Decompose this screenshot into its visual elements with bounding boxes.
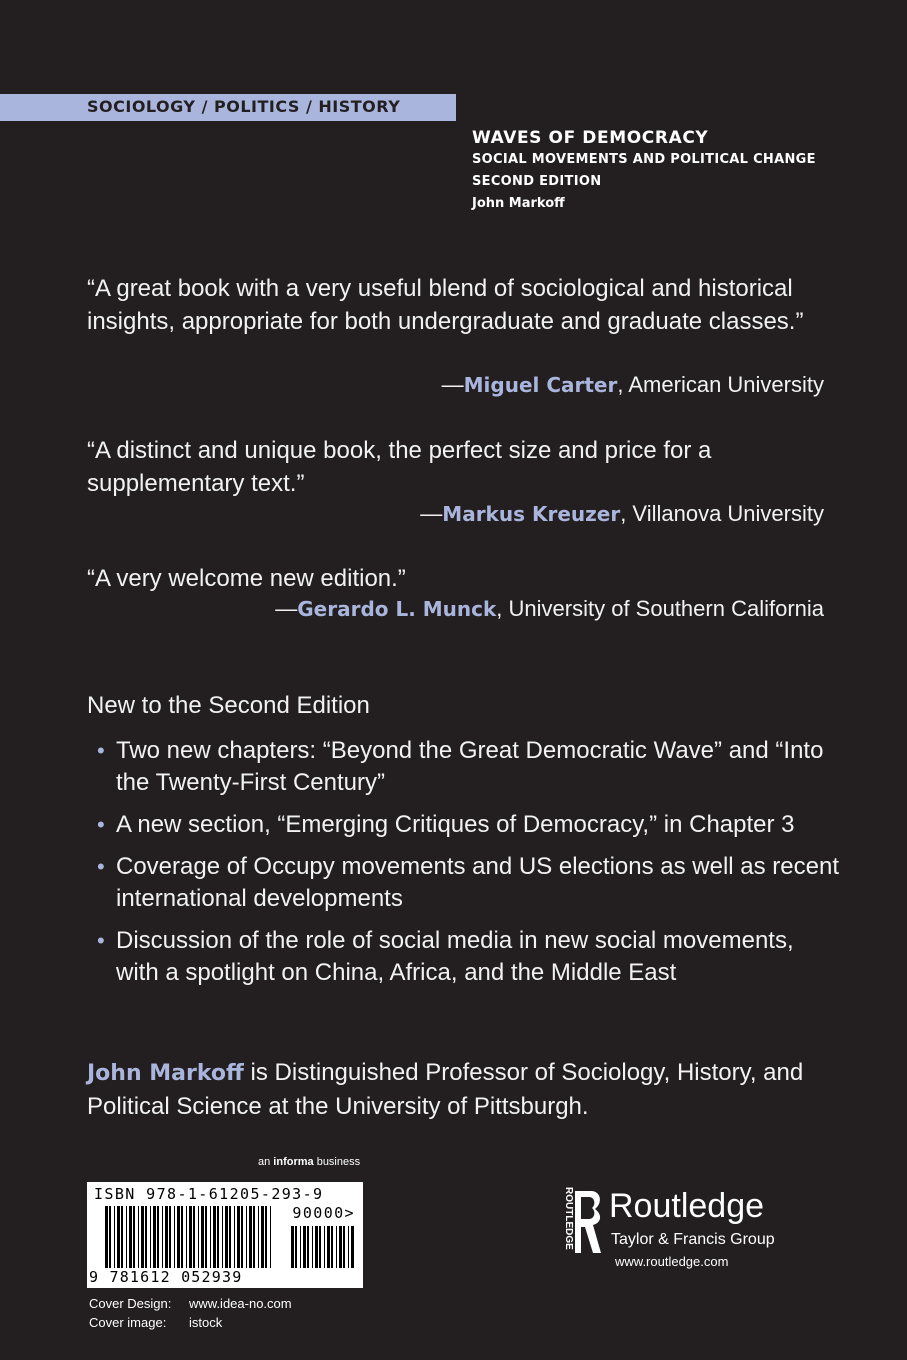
barcode-bar — [324, 1226, 325, 1268]
reviewer-name: Miguel Carter — [463, 373, 618, 397]
isbn-text: ISBN 978-1-61205-293-9 — [94, 1185, 324, 1203]
barcode-bar — [181, 1206, 183, 1268]
barcode-bar — [189, 1206, 192, 1268]
review-attribution-1 — [442, 372, 824, 398]
barcode-bar — [150, 1206, 151, 1268]
isbn-barcode — [87, 1182, 363, 1288]
barcode-bar — [153, 1206, 156, 1268]
new-edition-list — [97, 735, 842, 999]
book-title: WAVES OF DEMOCRACY — [472, 128, 709, 148]
routledge-mark-icon — [571, 1189, 605, 1255]
barcode-bar — [169, 1206, 171, 1268]
review-quote-2: “A distinct and unique book, the perfect size and price for a supplementary text.” — [87, 437, 712, 497]
author-bio-text: is Distinguished Professor of Sociology, History, and Political Science at the University of Pittsburgh. — [87, 1059, 804, 1120]
credit-value: istock — [189, 1315, 223, 1330]
bullet-icon: • — [97, 854, 105, 879]
author-bio-name: John Markoff — [87, 1061, 244, 1086]
barcode-bar — [307, 1226, 309, 1268]
barcode-bar — [205, 1206, 207, 1268]
book-author: John Markoff — [472, 196, 565, 211]
barcode-bar — [157, 1206, 159, 1268]
reviewer-name: Markus Kreuzer — [442, 502, 621, 526]
credit-label: Cover image: — [89, 1315, 167, 1330]
list-item — [97, 851, 842, 915]
routledge-vertical-logo-icon — [556, 1187, 574, 1257]
barcode-bar — [133, 1206, 135, 1268]
list-item-text: Two new chapters: “Beyond the Great Democratic Wave” and “Into the Twenty-First Century” — [116, 737, 824, 796]
informa-business-label — [258, 1156, 360, 1168]
reviewer-name: Gerardo L. Munck — [297, 597, 497, 621]
author-bio — [87, 1056, 847, 1123]
barcode-bar — [336, 1226, 337, 1268]
review-attribution-3 — [275, 596, 824, 622]
vertical-logo-text: ROUTLEDGE — [563, 1187, 574, 1250]
barcode-bar — [237, 1206, 240, 1268]
barcode-bar — [343, 1226, 345, 1268]
barcode-bar — [253, 1206, 255, 1268]
review-quote-1: “A great book with a very useful blend of sociological and historical insights, appropriate for both undergraduate and graduate classes.” — [87, 275, 804, 335]
barcode-bar — [114, 1206, 115, 1268]
barcode-bar — [229, 1206, 231, 1268]
barcode-bar — [109, 1206, 111, 1268]
cover-credits — [87, 1293, 294, 1333]
barcode-bar — [249, 1206, 252, 1268]
barcode-bar — [265, 1206, 267, 1268]
barcode-bar — [145, 1206, 147, 1268]
credit-row — [89, 1314, 292, 1331]
new-edition-heading: New to the Second Edition — [87, 692, 370, 719]
barcode-bar — [201, 1206, 204, 1268]
attribution-dash: — — [420, 501, 443, 526]
barcode-bar — [331, 1226, 333, 1268]
barcode-bar — [303, 1226, 306, 1268]
addon-barcode-bars-icon — [291, 1226, 355, 1268]
publisher-url: www.routledge.com — [615, 1254, 729, 1269]
credit-row — [89, 1295, 292, 1312]
barcode-bar — [174, 1206, 175, 1268]
barcode-bar — [222, 1206, 223, 1268]
barcode-bar — [234, 1206, 235, 1268]
attribution-dash: — — [275, 596, 298, 621]
barcode-bar — [258, 1206, 259, 1268]
barcode-bar — [348, 1226, 349, 1268]
barcode-bars-icon — [105, 1206, 273, 1268]
barcode-bar — [129, 1206, 132, 1268]
barcode-bar — [295, 1226, 297, 1268]
reviewer-affiliation: , American University — [617, 372, 824, 397]
barcode-bar — [246, 1206, 247, 1268]
barcode-bar — [141, 1206, 144, 1268]
reviewer-affiliation: , University of Southern California — [496, 596, 824, 621]
publisher-group: Taylor & Francis Group — [611, 1231, 775, 1248]
barcode-bar — [312, 1226, 313, 1268]
barcode-bar — [138, 1206, 139, 1268]
informa-prefix: an — [258, 1156, 274, 1168]
list-item — [97, 925, 842, 989]
barcode-bar — [165, 1206, 168, 1268]
barcode-bar — [186, 1206, 187, 1268]
barcode-bar — [117, 1206, 120, 1268]
barcode-bar — [291, 1226, 294, 1268]
credit-label: Cover Design: — [89, 1296, 172, 1311]
barcode-bar — [217, 1206, 219, 1268]
barcode-bar — [351, 1226, 354, 1268]
attribution-dash: — — [441, 372, 464, 397]
list-item — [97, 809, 842, 841]
ean-digits-text: 9 781612 052939 — [89, 1268, 243, 1286]
informa-suffix: business — [313, 1156, 361, 1168]
list-item-text: Coverage of Occupy movements and US elections as well as recent international developments — [116, 853, 840, 912]
barcode-bar — [126, 1206, 127, 1268]
barcode-bar — [121, 1206, 123, 1268]
bullet-icon: • — [97, 812, 105, 837]
barcode-bar — [193, 1206, 195, 1268]
barcode-bar — [162, 1206, 163, 1268]
bullet-icon: • — [97, 928, 105, 953]
list-item-text: Discussion of the role of social media in new social movements, with a spotlight on China, Africa, and the Middle East — [116, 927, 794, 986]
review-quote-3: “A very welcome new edition.” — [87, 565, 406, 592]
barcode-bar — [105, 1206, 108, 1268]
barcode-bar — [319, 1226, 321, 1268]
barcode-bar — [270, 1206, 271, 1268]
book-subtitle: SOCIAL MOVEMENTS AND POLITICAL CHANGE — [472, 152, 816, 167]
barcode-bar — [198, 1206, 199, 1268]
list-item-text: A new section, “Emerging Critiques of Democracy,” in Chapter 3 — [116, 811, 795, 838]
category-label: SOCIOLOGY / POLITICS / HISTORY — [87, 97, 401, 116]
book-edition: SECOND EDITION — [472, 174, 602, 189]
barcode-bar — [210, 1206, 211, 1268]
reviewer-affiliation: , Villanova University — [620, 501, 824, 526]
barcode-bar — [339, 1226, 342, 1268]
barcode-bar — [327, 1226, 330, 1268]
informa-brand: informa — [273, 1156, 314, 1168]
barcode-bar — [213, 1206, 216, 1268]
barcode-bar — [241, 1206, 243, 1268]
barcode-bar — [261, 1206, 264, 1268]
barcode-bar — [300, 1226, 301, 1268]
barcode-bar — [177, 1206, 180, 1268]
credit-value: www.idea-no.com — [189, 1296, 292, 1311]
barcode-bar — [315, 1226, 318, 1268]
review-attribution-2 — [420, 501, 824, 527]
barcode-bar — [225, 1206, 228, 1268]
title-block — [472, 127, 816, 215]
publisher-name: Routledge — [609, 1187, 765, 1225]
bullet-icon: • — [97, 738, 105, 763]
price-code-text: 90000> — [292, 1204, 355, 1222]
list-item — [97, 735, 842, 799]
